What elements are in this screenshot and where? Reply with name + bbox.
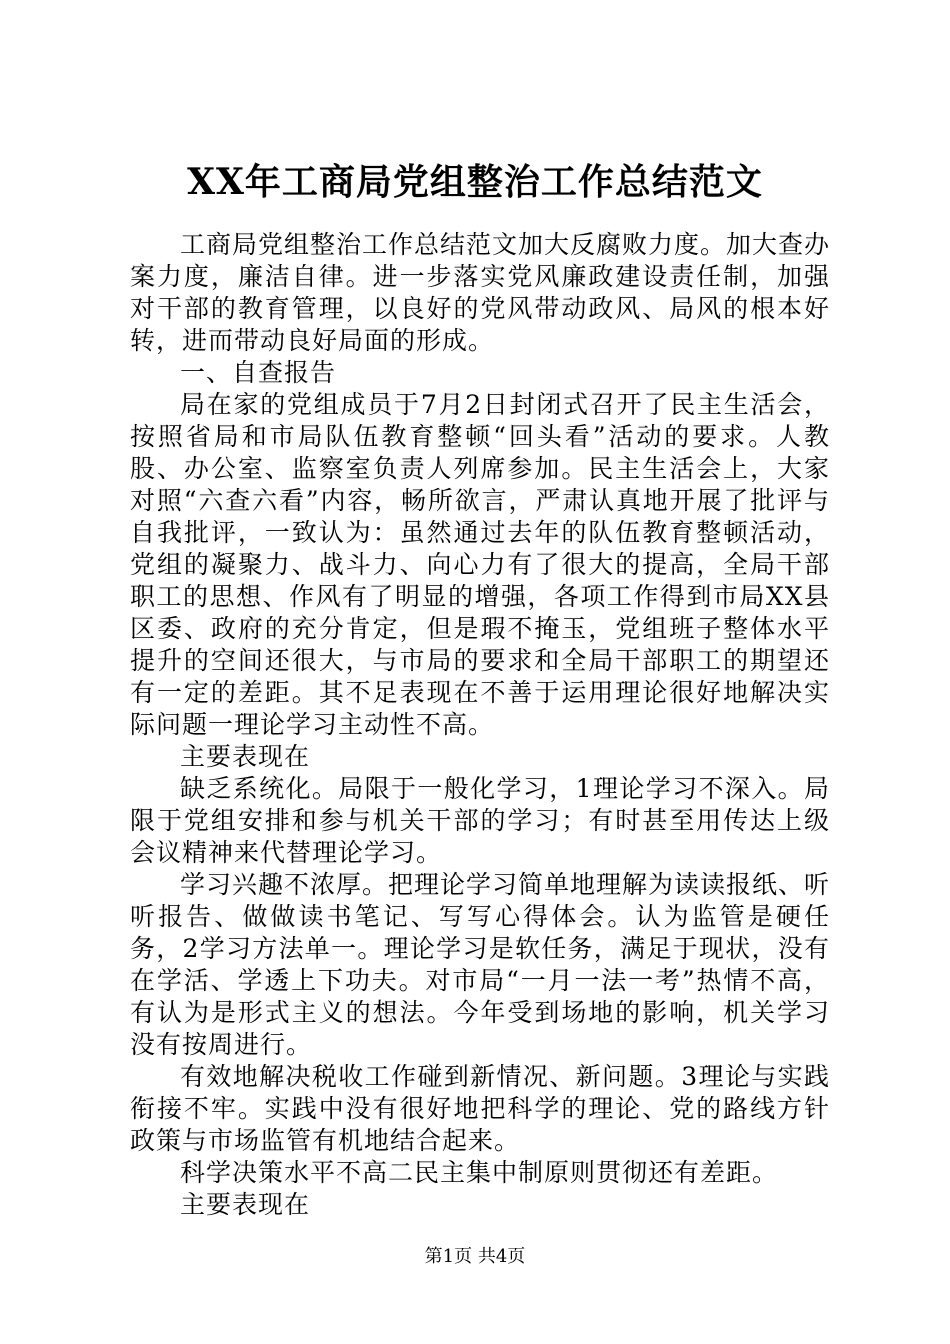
document-title: XX年工商局党组整治工作总结范文 <box>187 161 763 203</box>
subheading-main-manifestation: 主要表现在 <box>180 742 311 771</box>
paragraph-section-two: 科学决策水平不高二民主集中制原则贯彻还有差距。 <box>180 1158 779 1187</box>
paragraph-point-3: 有效地解决税收工作碰到新情况、新问题。3理论与实践衔接不牢。实践中没有很好地把科学的理论、党的路线方针政策与市场监管有机地结合起来。 <box>130 1062 830 1155</box>
page-footer: 第1页 共4页 <box>424 1246 526 1267</box>
section-heading-self-check: 一、自查报告 <box>180 358 337 387</box>
subheading-main-manifestation-2: 主要表现在 <box>180 1190 311 1219</box>
paragraph-intro: 工商局党组整治工作总结范文加大反腐败力度。加大查办案力度，廉洁自律。进一步落实党风廉政建设责任制，加强对干部的教育管理，以良好的党风带动政风、局风的根本好转，进而带动良好局面的形成。 <box>130 230 831 355</box>
paragraph-point-2: 学习兴趣不浓厚。把理论学习简单地理解为读读报纸、听听报告、做做读书笔记、写写心得体会。认为监管是硬任务，2学习方法单一。理论学习是软任务，满足于现状，没有在学活、学透上下功夫。对市局“一月一法一考”热情不高，有认为是形式主义的想法。今年受到场地的影响，机关学习没有按周进行。 <box>130 870 831 1059</box>
paragraph-point-1: 缺乏系统化。局限于一般化学习，1理论学习不深入。局限于党组安排和参与机关干部的学习；有时甚至用传达上级会议精神来代替理论学习。 <box>130 774 830 867</box>
document-body <box>130 229 830 1221</box>
paragraph-meeting: 局在家的党组成员于7月2日封闭式召开了民主生活会，按照省局和市局队伍教育整顿“回头看”活动的要求。人教股、办公室、监察室负责人列席参加。民主生活会上，大家对照“六查六看”内容，畅所欲言，严肃认真地开展了批评与自我批评，一致认为：虽然通过去年的队伍教育整顿活动，党组的凝聚力、战斗力、向心力有了很大的提高，全局干部职工的思想、作风有了明显的增强，各项工作得到市局XX县区委、政府的充分肯定，但是瑕不掩玉，党组班子整体水平提升的空间还很大，与市局的要求和全局干部职工的期望还有一定的差距。其不足表现在不善于运用理论很好地解决实际问题一理论学习主动性不高。 <box>130 390 830 739</box>
